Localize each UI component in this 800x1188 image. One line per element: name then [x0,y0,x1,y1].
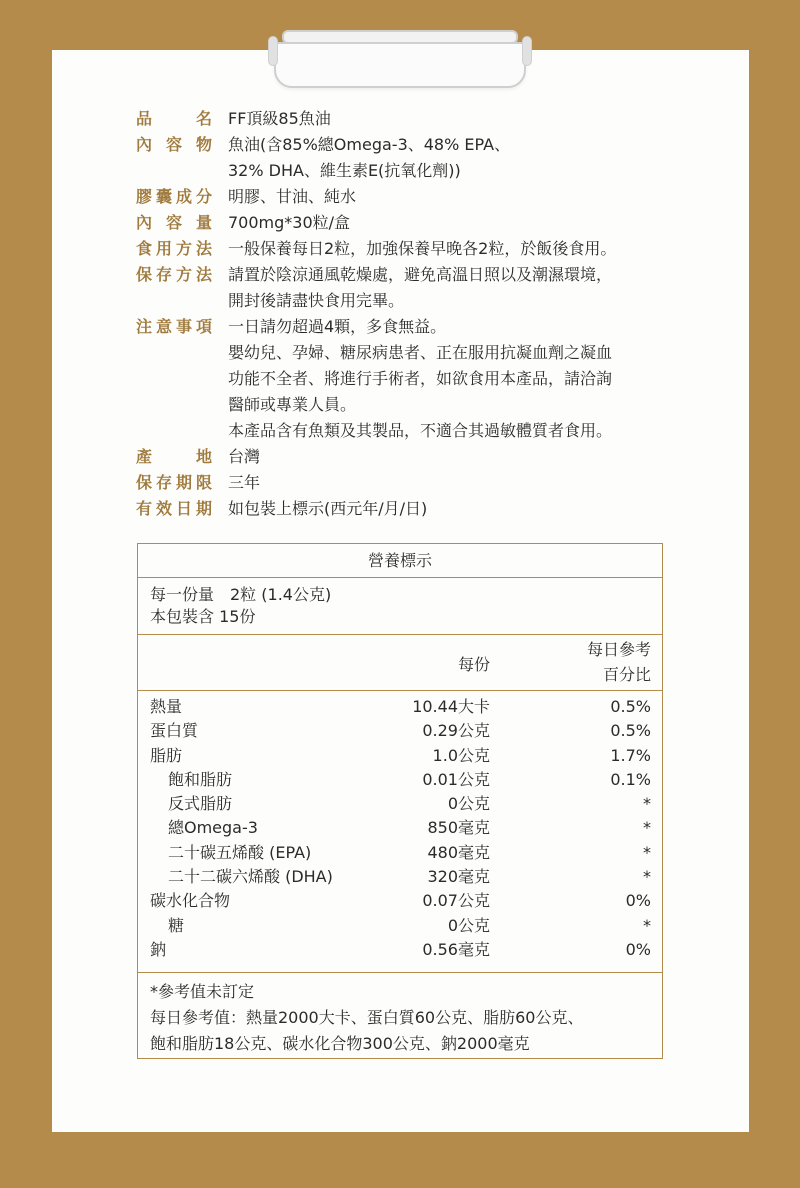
info-row [136,210,676,236]
info-row [136,132,676,184]
info-value-line: 魚油(含85%總Omega-3、48% EPA、 [228,135,511,154]
nutrient-daily-pct: 0.5% [610,697,651,716]
product-info-list [136,106,676,522]
info-value-line: 明膠、甘油、純水 [228,187,357,206]
info-label: 有 效 日 期 [136,499,212,518]
info-label: 內 容 量 [136,213,212,232]
nutrient-row [138,792,662,816]
nutrient-name: 鈉 [150,939,167,959]
info-value-line: 32% DHA、維生素E(抗氧化劑)) [228,161,461,180]
nutrient-row [138,889,662,913]
info-value-line: 如包裝上標示(西元年/月/日) [228,499,428,518]
info-label: 保 存 方 法 [136,265,212,284]
nutrient-name: 碳水化合物 [150,891,231,911]
nutrient-daily-pct: 0% [625,939,651,959]
nutrient-daily-pct: 0.1% [610,769,651,789]
nutrient-name: 二十二碳六烯酸 (DHA) [168,867,333,887]
clip-knob-right [522,36,532,66]
info-value-line: 一日請勿超過4顆，多食無益。 [228,317,447,336]
info-value [228,314,676,444]
nutrient-daily-pct: * [643,867,651,887]
table-header [138,635,662,691]
nutrient-row [138,816,662,840]
nutrient-daily-pct: 0.5% [610,721,651,741]
info-value-line: 一般保養每日2粒，加強保養早晚各2粒，於飯後食用。 [228,239,617,258]
info-row [136,106,676,132]
nutrient-amount: 320毫克 [427,867,490,887]
info-value [228,236,676,262]
nutrient-row [138,719,662,743]
nutrient-amount: 850毫克 [427,818,490,838]
nutrient-amount: 0.07公克 [422,891,490,911]
info-label: 內 容 物 [136,135,212,154]
servings-per-pack: 本包裝含 15份 [150,607,256,626]
info-value [228,470,676,496]
info-row [136,496,676,522]
info-row [136,470,676,496]
info-value [228,106,676,132]
nutrient-amount: 0公克 [447,794,490,814]
info-value-line: 開封後請盡快食用完畢。 [228,291,405,310]
nutrient-row [138,841,662,865]
info-value [228,132,676,184]
info-value-line: 700mg*30粒/盒 [228,213,351,232]
info-value [228,262,676,314]
nutrient-row [138,695,662,719]
info-label: 品 名 [136,109,212,128]
nutrient-amount: 1.0公克 [432,745,490,765]
info-value-line: 台灣 [228,447,261,466]
footnote-line-1: *參考值未訂定 [150,982,255,1001]
info-row [136,184,676,210]
nutrient-name: 飽和脂肪 [168,769,233,789]
nutrient-row [138,744,662,768]
info-label: 產 地 [136,447,212,466]
nutrient-name: 二十碳五烯酸 (EPA) [168,842,312,862]
nutrient-row [138,938,662,962]
info-value [228,496,676,522]
clip-knob-left [268,36,278,66]
nutrient-amount: 0公克 [447,915,490,935]
nutrient-name: 反式脂肪 [168,794,233,814]
serving-size: 每一份量 2粒 (1.4公克) [150,585,332,604]
col-per-serving: 每份 [457,655,490,674]
col-daily-value [587,637,651,687]
nutrient-row [138,865,662,889]
info-label: 膠 囊 成 分 [136,187,212,206]
nutrient-daily-pct: * [643,818,651,838]
info-value-line: 功能不全者、將進行手術者，如欲食用本產品，請洽詢 [228,369,613,388]
footnote-line-3: 飽和脂肪18公克、碳水化合物300公克、鈉2000毫克 [150,1034,530,1053]
nutrient-row [138,768,662,792]
nutrition-table [137,543,663,1059]
info-value-line: 嬰幼兒、孕婦、糖尿病患者、正在服用抗凝血劑之凝血 [228,343,613,362]
nutrition-title: 營養標示 [138,544,662,578]
nutrient-name: 總Omega-3 [168,818,258,838]
nutrient-amount: 0.01公克 [422,769,490,789]
nutrient-daily-pct: * [643,794,651,814]
info-label: 注 意 事 項 [136,317,212,336]
nutrient-daily-pct: * [643,842,651,862]
nutrient-amount: 10.44大卡 [412,697,490,716]
nutrient-amount: 0.56毫克 [422,939,490,959]
nutrient-daily-pct: 1.7% [610,745,651,765]
col-daily-line-1: 每日參考 [586,640,651,659]
info-label: 食 用 方 法 [136,239,212,258]
info-value-line: 本產品含有魚類及其製品，不適合其過敏體質者食用。 [228,421,613,440]
info-value [228,444,676,470]
nutrient-daily-pct: 0% [625,891,651,911]
nutrient-name: 脂肪 [150,745,183,765]
info-row [136,262,676,314]
info-value-line: FF頂級85魚油 [228,109,331,128]
nutrient-rows [138,691,662,973]
col-daily-line-2: 百分比 [602,665,651,684]
serving-info [138,578,662,635]
info-value-line: 醫師或專業人員。 [228,395,357,414]
info-value-line: 三年 [228,473,261,492]
info-row [136,236,676,262]
clip-body [274,42,526,88]
nutrient-amount: 480毫克 [427,842,490,862]
info-row [136,444,676,470]
info-row [136,314,676,444]
nutrient-name: 熱量 [150,697,183,716]
nutrient-name: 糖 [168,915,185,935]
info-value [228,210,676,236]
nutrient-amount: 0.29公克 [422,721,490,741]
nutrient-name: 蛋白質 [150,721,199,741]
info-label: 保 存 期 限 [136,473,212,492]
nutrient-row [138,914,662,938]
footnote-line-2: 每日參考值：熱量2000大卡、蛋白質60公克、脂肪60公克、 [150,1008,584,1027]
info-value-line: 請置於陰涼通風乾燥處，避免高溫日照以及潮濕環境， [228,265,613,284]
clipboard-clip-icon [268,28,532,90]
nutrition-footnote [138,973,662,1057]
nutrient-daily-pct: * [643,915,651,935]
info-value [228,184,676,210]
